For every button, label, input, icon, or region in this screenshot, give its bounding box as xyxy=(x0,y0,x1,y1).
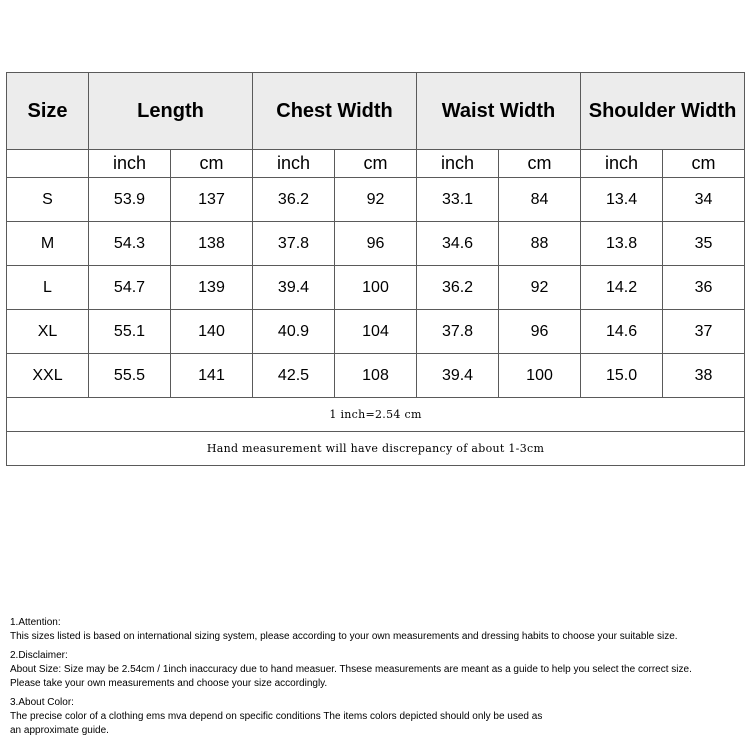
measurement-note-row xyxy=(7,432,745,466)
color-text: The precise color of a clothing ems mva depend on specific conditions The items colors depicted should only be used as xyxy=(10,711,543,722)
header-size: Size xyxy=(7,73,89,150)
value-cell: 104 xyxy=(335,310,417,354)
table-row xyxy=(7,266,745,310)
value-cell: 96 xyxy=(335,222,417,266)
value-cell: 39.4 xyxy=(417,354,499,398)
header-row xyxy=(7,73,745,150)
conversion-note: 1 inch=2.54 cm xyxy=(7,398,745,432)
value-cell: 55.5 xyxy=(89,354,171,398)
attention-block xyxy=(10,616,745,644)
value-cell: 88 xyxy=(499,222,581,266)
attention-title: 1.Attention: xyxy=(10,617,61,628)
header-waist-width: Waist Width xyxy=(417,73,581,150)
unit-blank xyxy=(7,150,89,178)
unit-label: inch xyxy=(417,150,499,178)
size-cell: S xyxy=(7,178,89,222)
notes-section xyxy=(10,616,745,743)
value-cell: 37 xyxy=(663,310,745,354)
value-cell: 14.6 xyxy=(581,310,663,354)
table-row xyxy=(7,354,745,398)
color-text: an approximate guide. xyxy=(10,725,109,736)
value-cell: 54.7 xyxy=(89,266,171,310)
table-row xyxy=(7,222,745,266)
value-cell: 42.5 xyxy=(253,354,335,398)
value-cell: 84 xyxy=(499,178,581,222)
unit-label: inch xyxy=(89,150,171,178)
disclaimer-text: About Size: Size may be 2.54cm / 1inch inaccuracy due to hand measuer. Thsese measurements are meant as a guide to help you select the correct size. xyxy=(10,664,692,675)
measurement-note: Hand measurement will have discrepancy of about 1-3cm xyxy=(7,432,745,466)
value-cell: 100 xyxy=(335,266,417,310)
disclaimer-text: Please take your own measurements and choose your size accordingly. xyxy=(10,678,328,689)
value-cell: 137 xyxy=(171,178,253,222)
value-cell: 35 xyxy=(663,222,745,266)
value-cell: 141 xyxy=(171,354,253,398)
value-cell: 36.2 xyxy=(417,266,499,310)
conversion-note-row xyxy=(7,398,745,432)
table-row xyxy=(7,178,745,222)
color-block xyxy=(10,696,745,738)
value-cell: 36.2 xyxy=(253,178,335,222)
value-cell: 139 xyxy=(171,266,253,310)
size-cell: L xyxy=(7,266,89,310)
value-cell: 37.8 xyxy=(253,222,335,266)
unit-label: cm xyxy=(499,150,581,178)
table-row xyxy=(7,310,745,354)
header-shoulder-width: Shoulder Width xyxy=(581,73,745,150)
value-cell: 34.6 xyxy=(417,222,499,266)
value-cell: 54.3 xyxy=(89,222,171,266)
value-cell: 96 xyxy=(499,310,581,354)
unit-label: inch xyxy=(581,150,663,178)
size-cell: M xyxy=(7,222,89,266)
value-cell: 108 xyxy=(335,354,417,398)
value-cell: 14.2 xyxy=(581,266,663,310)
value-cell: 36 xyxy=(663,266,745,310)
unit-label: cm xyxy=(663,150,745,178)
value-cell: 38 xyxy=(663,354,745,398)
value-cell: 92 xyxy=(499,266,581,310)
value-cell: 40.9 xyxy=(253,310,335,354)
unit-label: cm xyxy=(171,150,253,178)
color-title: 3.About Color: xyxy=(10,697,74,708)
value-cell: 92 xyxy=(335,178,417,222)
attention-text: This sizes listed is based on international sizing system, please according to your own measurements and dressing habits to choose your suitable size. xyxy=(10,631,678,642)
value-cell: 39.4 xyxy=(253,266,335,310)
header-length: Length xyxy=(89,73,253,150)
value-cell: 37.8 xyxy=(417,310,499,354)
value-cell: 13.4 xyxy=(581,178,663,222)
disclaimer-title: 2.Disclaimer: xyxy=(10,650,68,661)
header-chest-width: Chest Width xyxy=(253,73,417,150)
value-cell: 34 xyxy=(663,178,745,222)
value-cell: 138 xyxy=(171,222,253,266)
value-cell: 100 xyxy=(499,354,581,398)
size-chart-table xyxy=(6,72,745,466)
value-cell: 15.0 xyxy=(581,354,663,398)
value-cell: 53.9 xyxy=(89,178,171,222)
unit-row xyxy=(7,150,745,178)
size-cell: XXL xyxy=(7,354,89,398)
size-cell: XL xyxy=(7,310,89,354)
unit-label: inch xyxy=(253,150,335,178)
disclaimer-block xyxy=(10,649,745,691)
value-cell: 13.8 xyxy=(581,222,663,266)
unit-label: cm xyxy=(335,150,417,178)
value-cell: 55.1 xyxy=(89,310,171,354)
value-cell: 140 xyxy=(171,310,253,354)
value-cell: 33.1 xyxy=(417,178,499,222)
